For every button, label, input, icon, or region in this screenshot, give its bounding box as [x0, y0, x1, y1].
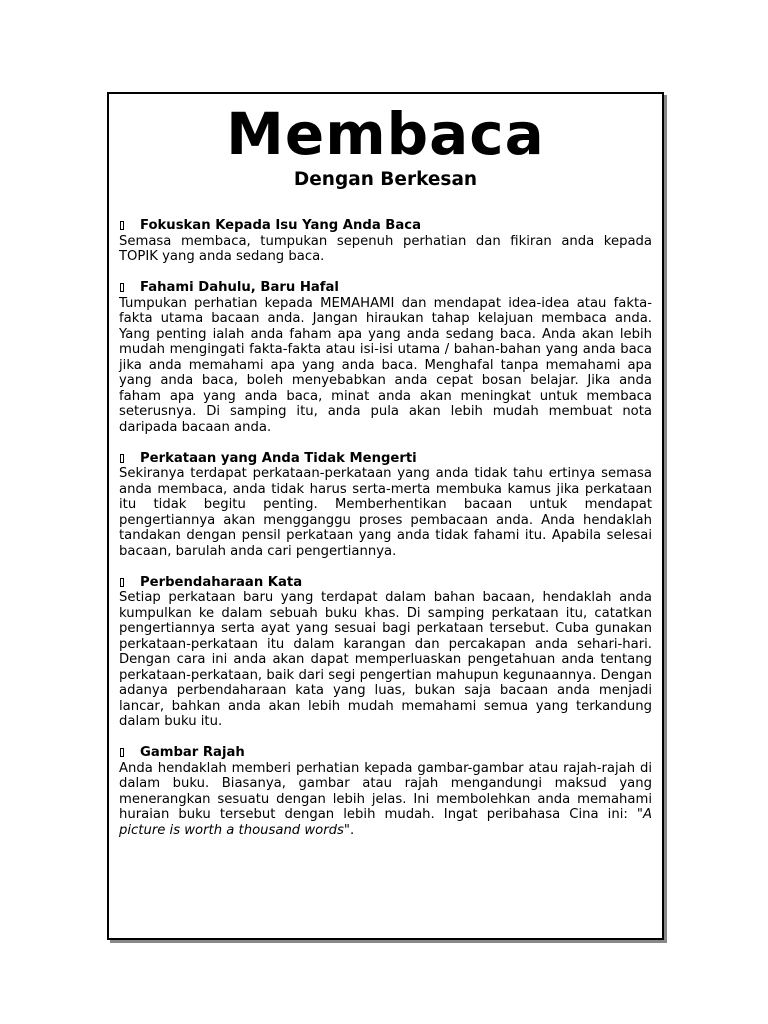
section-heading: [119, 280, 652, 296]
section-heading-text: Fokuskan Kepada Isu Yang Anda Baca: [140, 218, 421, 233]
section-fahami: [119, 280, 652, 435]
bullet-icon: [120, 454, 124, 463]
proverb-quote: A picture is worth a thousand words: [119, 807, 652, 838]
bullet-icon: [120, 578, 124, 587]
section-heading: [119, 451, 652, 467]
bullet-icon: [120, 283, 124, 292]
document-frame: [107, 92, 664, 940]
page-subtitle: Dengan Berkesan: [293, 169, 478, 190]
section-heading-text: Gambar Rajah: [140, 745, 245, 760]
section-body: Tumpukan perhatian kepada MEMAHAMI dan mendapat idea-idea atau fakta-fakta utama bacaan anda. Jangan hiraukan tahap kelajuan membaca anda. Yang penting ialah anda faham apa yang anda sedang baca. Anda akan lebih mudah mengingati fakta-fakta atau isi-isi utama / bahan-bahan yang anda baca jika anda memahami apa yang anda baca. Menghafal tanpa memahami apa yang anda baca, boleh menyebabkan anda cepat bosan belajar. Jika anda faham apa yang anda baca, minat anda akan meningkat untuk membaca seterusnya. Di samping itu, anda pula akan lebih mudah membuat nota daripada bacaan anda.: [119, 295, 652, 435]
section-heading-text: Perkataan yang Anda Tidak Mengerti: [140, 450, 417, 466]
section-heading: [119, 575, 652, 591]
section-body-tail: ".: [343, 822, 355, 838]
section-heading: [119, 218, 652, 234]
section-perkataan: [119, 451, 652, 560]
bullet-icon: [120, 221, 124, 230]
section-heading-text: Fahami Dahulu, Baru Hafal: [140, 280, 339, 295]
document-content: [119, 218, 652, 854]
section-body: Sekiranya terdapat perkataan-perkataan yang anda tidak tahu ertinya semasa anda membaca, anda tidak harus serta-merta membuka kamus jika perkataan itu tidak begitu penting. Memberhentikan bacaan untuk mendapat pengertiannya akan mengganggu proses pembacaan anda. Anda hendaklah tandakan dengan pensil perkataan yang anda tidak fahami itu. Apabila selesai bacaan, barulah anda cari pengertiannya.: [119, 466, 652, 559]
section-perbendaharaan: [119, 575, 652, 730]
section-fokuskan: [119, 218, 652, 265]
section-body: Semasa membaca, tumpukan sepenuh perhatian dan fikiran anda kepada TOPIK yang anda sedang baca.: [119, 233, 652, 264]
section-heading-text: Perbendaharaan Kata: [140, 574, 303, 590]
section-gambar-rajah: [119, 745, 652, 838]
section-body-text: Anda hendaklah memberi perhatian kepada gambar-gambar atau rajah-rajah di dalam buku. Biasanya, gambar atau rajah mengandungi maksud yang menerangkan sesuatu dengan lebih jelas. Ini membolehkan anda memahami huraian buku tersebut dengan lebih mudah. Ingat peribahasa Cina ini: ": [119, 760, 652, 822]
bullet-icon: [120, 748, 124, 757]
section-body: Setiap perkataan baru yang terdapat dalam bahan bacaan, hendaklah anda kumpulkan ke dalam sebuah buku khas. Di samping perkataan itu, catatkan pengertiannya serta ayat yang sesuai bagi perkataan tersebut. Cuba gunakan perkataan-perkataan itu dalam karangan dan percakapan anda sehari-hari. Dengan cara ini anda akan dapat memperluaskan pengetahuan anda tentang perkataan-perkataan, baik dari segi pengertian mahupun kegunaannya. Dengan adanya perbendaharaan kata yang luas, bukan saja bacaan anda menjadi lancar, bahkan anda akan lebih mudah memahami semua yang terkandung dalam buku itu.: [119, 590, 652, 729]
section-heading: [119, 745, 652, 761]
section-body: [119, 761, 652, 839]
page-title: Membaca: [226, 100, 545, 168]
